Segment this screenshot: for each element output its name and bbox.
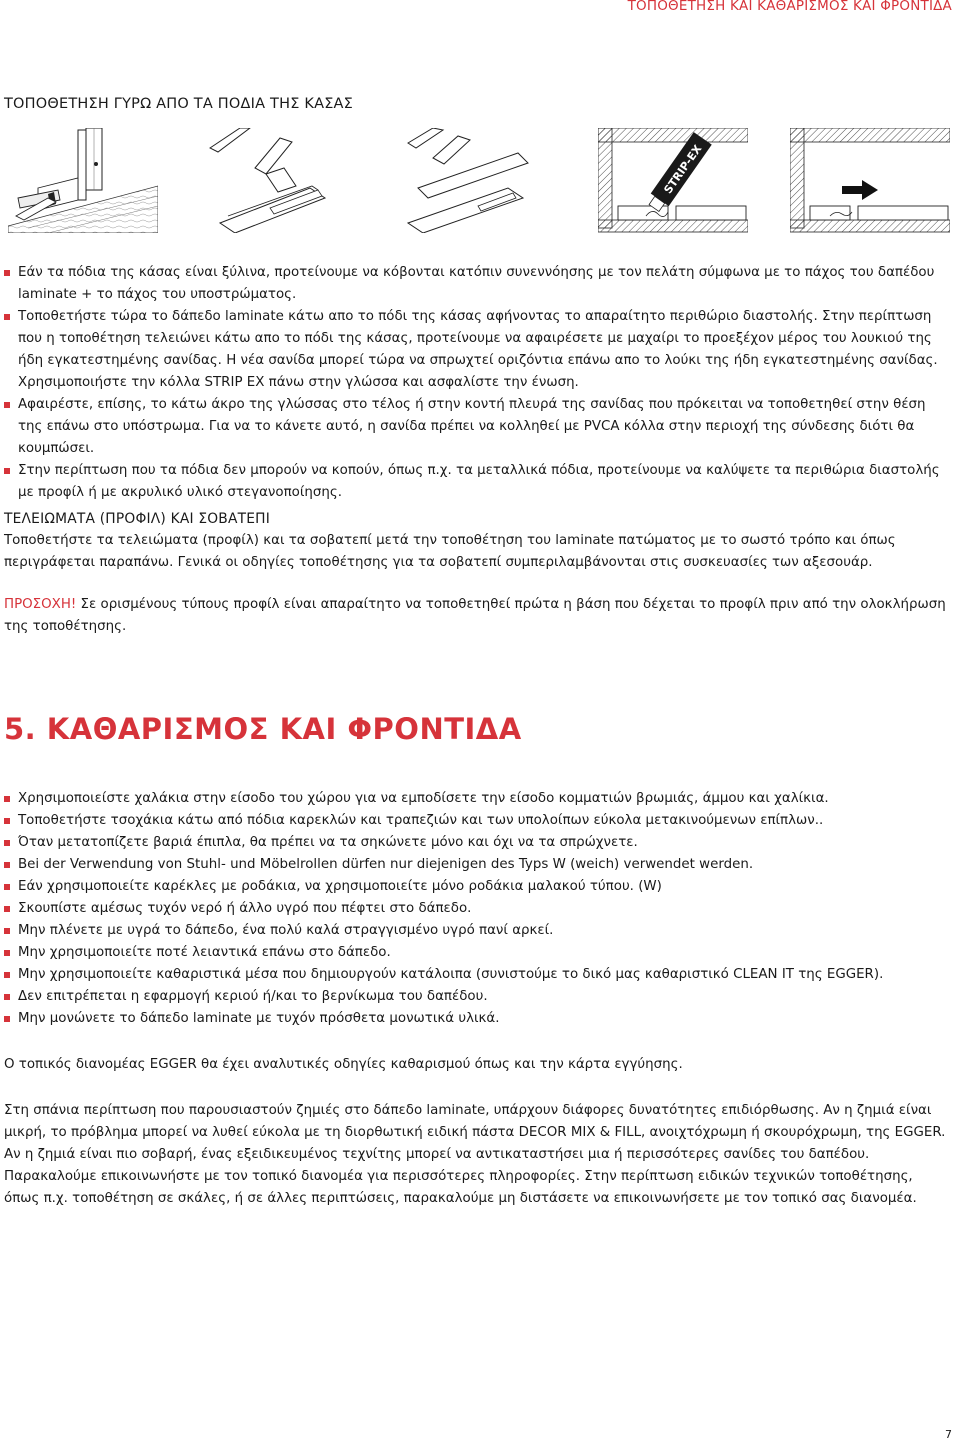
installation-figures: [0, 128, 960, 233]
finishing-text: Τοποθετήστε τα τελειώματα (προφίλ) και τα σοβατεπί μετά την τοποθέτηση του laminate πατώματος με το σωστό τρόπο και όπως περιγράφεται παραπάνω. Γενικά οι οδηγίες τοποθέτησης για τα σοβατεπί συμπεριλαμβάνονται στις συσκευασίες των αξεσουάρ.: [4, 533, 896, 570]
list-item: Όταν μετατοπίζετε βαριά έπιπλα, θα πρέπει να τα σηκώνετε μόνο και όχι να τα σπρώχνετε.: [4, 832, 952, 854]
care-instructions: [4, 788, 952, 1210]
dealer-paragraph: Ο τοπικός διανομέας EGGER θα έχει αναλυτικές οδηγίες καθαρισμού όπως και την κάρτα εγγύησης.: [4, 1057, 683, 1072]
chapter-title: 5. ΚΑΘΑΡΙΣΜΟΣ ΚΑΙ ΦΡΟΝΤΙΔΑ: [4, 712, 522, 746]
care-bullet-list: [4, 788, 952, 1030]
list-item: Σκουπίστε αμέσως τυχόν νερό ή άλλο υγρό που πέφτει στο δάπεδο.: [4, 898, 952, 920]
arrow-right-icon: [842, 180, 878, 200]
list-item: Μην χρησιμοποιείτε καθαριστικά μέσα που δημιουργούν κατάλοιπα (συνιστούμε το δικό μας καθαριστικό CLEAN IT της EGGER).: [4, 964, 952, 986]
list-item: Μην χρησιμοποιείτε ποτέ λειαντικά επάνω στο δάπεδο.: [4, 942, 952, 964]
figure-door-frame-cut: [8, 128, 158, 233]
list-item: Εάν χρησιμοποιείτε καρέκλες με ροδάκια, να χρησιμοποιείτε μόνο ροδάκια μαλακού τύπου. (W): [4, 876, 952, 898]
install-instructions: [4, 262, 952, 638]
figure-board-slide: [388, 128, 538, 233]
list-item: Μην μονώνετε το δάπεδο laminate με τυχόν πρόσθετα μονωτικά υλικά.: [4, 1008, 952, 1030]
list-item: Αφαιρέστε, επίσης, το κάτω άκρο της γλώσσας στο τέλος ή στην κοντή πλευρά της σανίδας που πρόκειται να τοποθετηθεί στην θέση της επάνω στο υπόστρωμα. Για να το κάνετε αυτό, η σανίδα πρέπει να κολληθεί με PVCA κόλλα στην περιοχή της σύνδεσης διότι θα κουμπώσει.: [4, 394, 952, 460]
list-item: Bei der Verwendung von Stuhl- und Möbelrollen dürfen nur diejenigen des Typs W (weich) verwendet werden.: [4, 854, 952, 876]
section-title: ΤΟΠΟΘΕΤΗΣΗ ΓΥΡΩ ΑΠΟ ΤΑ ΠΟΔΙΑ ΤΗΣ ΚΑΣΑΣ: [4, 96, 354, 112]
install-bullet-list: [4, 262, 952, 504]
list-item: Δεν επιτρέπεται η εφαρμογή κεριού ή/και το βερνίκωμα του δαπέδου.: [4, 986, 952, 1008]
list-item: Χρησιμοποιείστε χαλάκια στην είσοδο του χώρου για να εμποδίσετε την είσοδο κομματιών βρωμιάς, άμμου και χαλίκια.: [4, 788, 952, 810]
figure-board-tongue: [200, 128, 330, 233]
list-item: Τοποθετήστε τσοχάκια κάτω από πόδια καρεκλών και τραπεζιών και των υπολοίπων εύκολα μετακινούμενων επίπλων..: [4, 810, 952, 832]
list-item: Μην πλένετε με υγρά το δάπεδο, ένα πολύ καλά στραγγισμένο υγρό πανί αρκεί.: [4, 920, 952, 942]
list-item: Εάν τα πόδια της κάσας είναι ξύλινα, προτείνουμε να κόβονται κατόπιν συνεννόησης με τον πελάτη σύμφωνα με το πάχος του δαπέδου laminate + το πάχος του υποστρώματος.: [4, 262, 952, 306]
warning-text: Σε ορισμένους τύπους προφίλ είναι απαραίτητο να τοποθετηθεί πρώτα η βάση που δέχεται το προφίλ πριν από την ολοκλήρωση της τοποθέτησης.: [4, 597, 946, 634]
list-item: Στην περίπτωση που τα πόδια δεν μπορούν να κοπούν, όπως π.χ. τα μεταλλικά πόδια, προτείνουμε να καλύψετε τα περιθώρια διαστολής με προφίλ ή με ακρυλικό υλικό στεγανοποίησης.: [4, 460, 952, 504]
warning-label: ΠΡΟΣΟΧΗ!: [4, 597, 77, 612]
figure-push-arrow: [790, 128, 950, 233]
running-header: ΤΟΠΟΘΕΤΗΣΗ ΚΑΙ ΚΑΘΑΡΙΣΜΟΣ ΚΑΙ ΦΡΟΝΤΙΔΑ: [627, 0, 952, 14]
finishing-heading: ΤΕΛΕΙΩΜΑΤΑ (ΠΡΟΦΙΛ) ΚΑΙ ΣΟΒΑΤΕΠΙ: [4, 511, 270, 527]
damage-paragraph: Στη σπάνια περίπτωση που παρουσιαστούν ζημιές στο δάπεδο laminate, υπάρχουν διάφορες δυνατότητες επιδιόρθωσης. Αν η ζημιά είναι μικρή, το πρόβλημα μπορεί να λυθεί εύκολα με τη διορθωτική ειδική πάστα DECOR MIX & FILL, ανοιχτόχρωμη ή σκουρόχρωμη, της EGGER. Αν η ζημιά είναι πιο σοβαρή, ένας εξειδικευμένος τεχνίτης μπορεί να αντικαταστήσει μια ή περισσότερες σανίδες του δαπέδου. Παρακαλούμε επικοινωνήστε με τον τοπικό διανομέα για περισσότερες πληροφορίες. Στην περίπτωση ειδικών τεχνικών τοποθέτησης, όπως π.χ. τοποθέτηση σε σκάλες, ή σε άλλες περιπτώσεις, παρακαλούμε μη διστάσετε να επικοινωνήσετε με τον τοπικό σας διανομέα.: [4, 1103, 946, 1206]
list-item: Τοποθετήστε τώρα το δάπεδο laminate κάτω απο το πόδι της κάσας αφήνοντας το απαραίτητο περιθώριο διαστολής. Στην περίπτωση που η τοποθέτηση τελειώνει κάτω απο το πόδι της κάσας, προτείνουμε να αφαιρέσετε με μαχαίρι το προεξέχον μέρος του λουκιού της ήδη εγκατεστημένης σανίδας. Η νέα σανίδα μπορεί τώρα να σπρωχτεί οριζόντια επάνω απο το λούκι της ήδη εγκατεστημένης σανίδας. Χρησιμοποιήστε την κόλλα STRIP EX πάνω στην γλώσσα και ασφαλίστε την ένωση.: [4, 306, 952, 394]
page-number: 7: [945, 1428, 952, 1441]
warning-paragraph: [4, 594, 952, 638]
glue-tube-label: STRIP-EX: [661, 142, 705, 197]
figure-glue-tube: [598, 128, 748, 233]
